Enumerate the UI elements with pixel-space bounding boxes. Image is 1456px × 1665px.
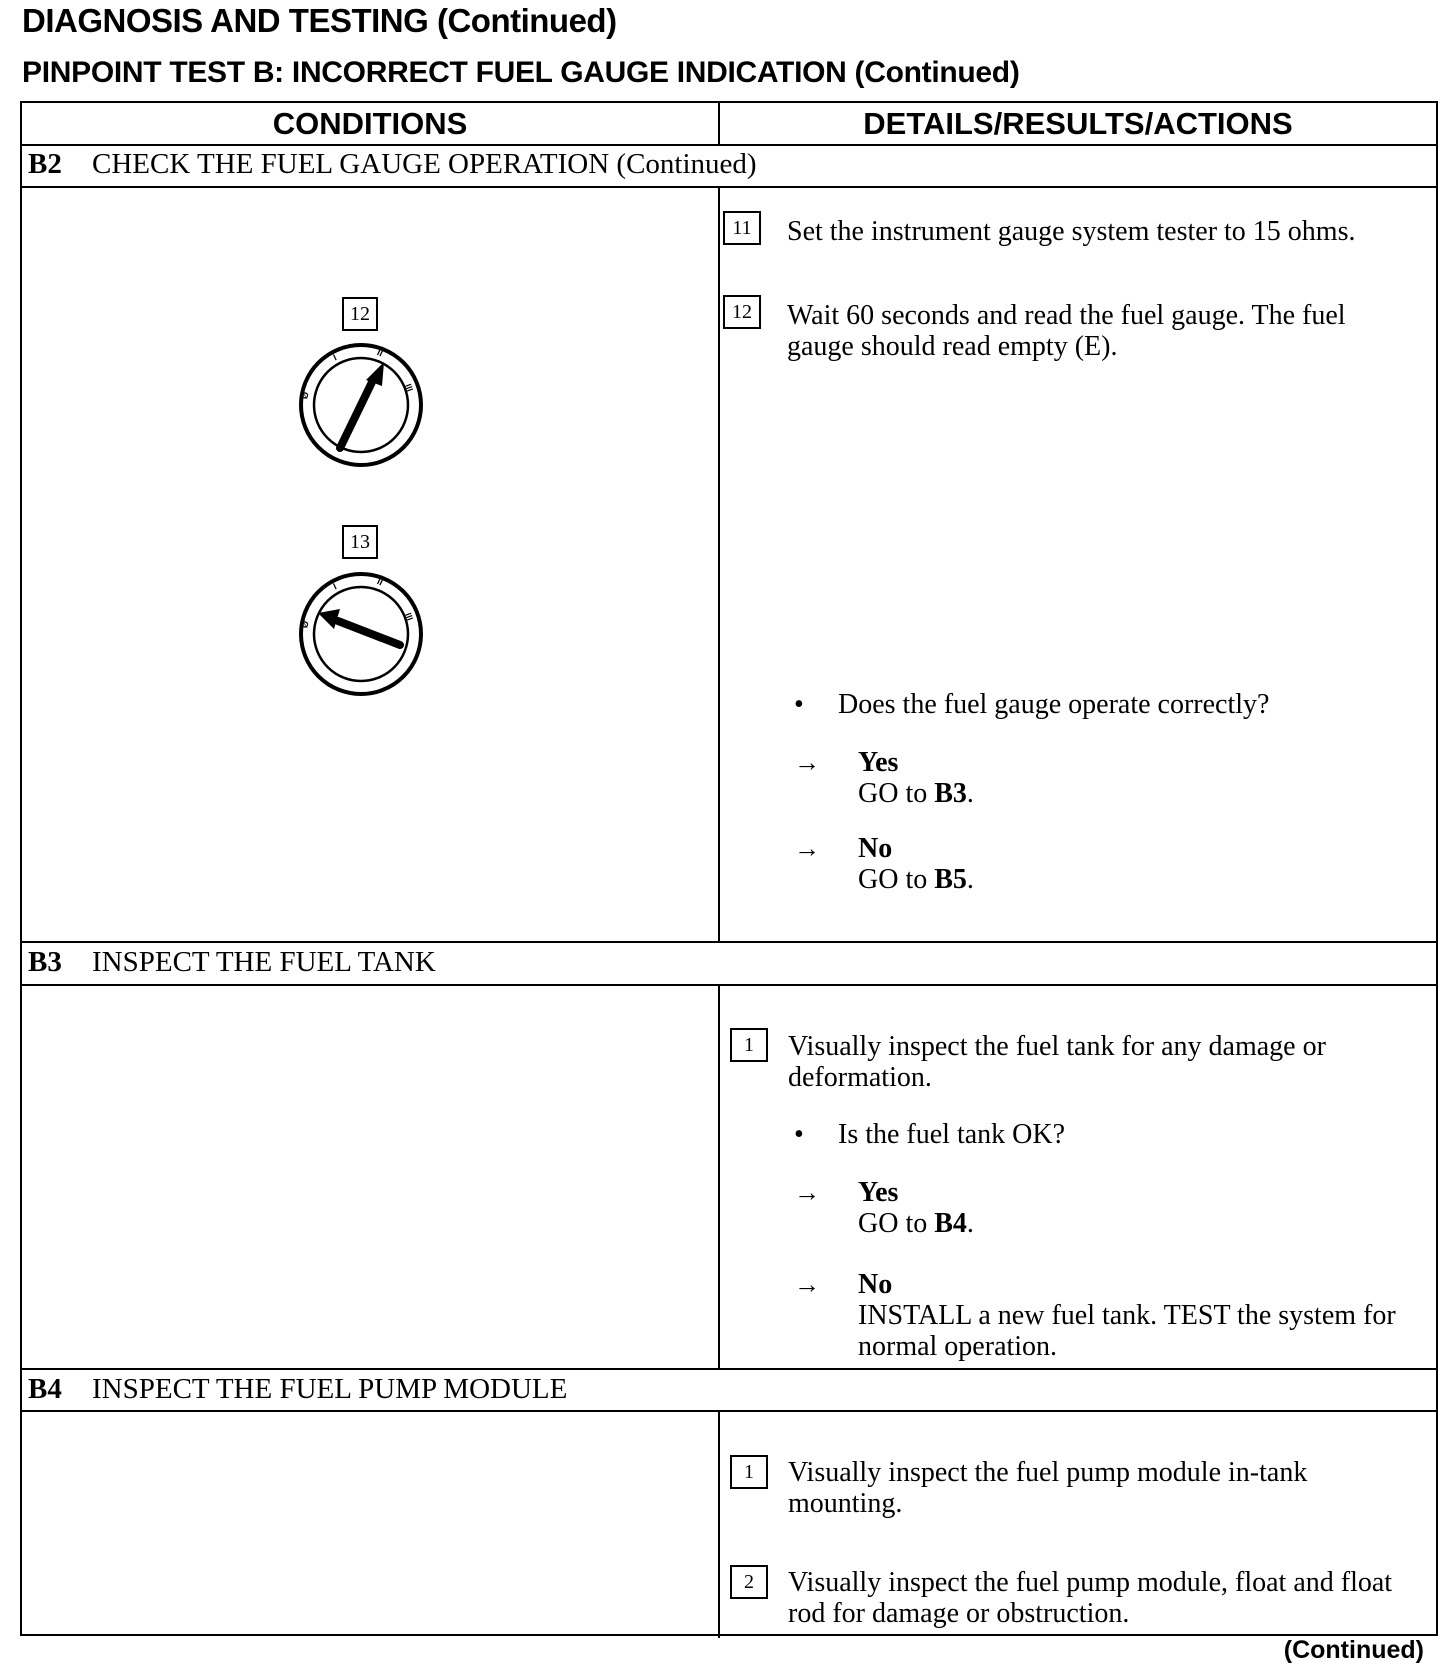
page-title: DIAGNOSIS AND TESTING (Continued) xyxy=(22,2,617,39)
outcome-yes xyxy=(858,747,1418,809)
step-text: Visually inspect the fuel pump module in-tank mounting. xyxy=(788,1457,1308,1519)
outcome-no xyxy=(858,1269,1418,1362)
step-number-box: 1 xyxy=(730,1455,768,1489)
column-divider xyxy=(718,984,720,1370)
svg-text:III: III xyxy=(403,611,416,622)
column-header-details: DETAILS/RESULTS/ACTIONS xyxy=(863,106,1293,141)
column-divider xyxy=(718,1410,720,1638)
arrow-right-icon: → xyxy=(794,1178,820,1207)
section-title: INSPECT THE FUEL TANK xyxy=(92,946,436,978)
pinpoint-test-table xyxy=(20,101,1438,1636)
section-title: CHECK THE FUEL GAUGE OPERATION (Continued) xyxy=(92,148,757,180)
step-number-box: 12 xyxy=(723,295,761,329)
outcome-action-suffix: . xyxy=(966,1208,974,1239)
svg-text:Ø: Ø xyxy=(299,619,311,630)
section-header-b4 xyxy=(28,1373,567,1406)
outcome-yes xyxy=(858,1177,1418,1239)
arrow-right-icon: → xyxy=(794,834,820,863)
column-divider xyxy=(718,186,720,943)
svg-text:II: II xyxy=(375,576,385,588)
svg-text:I: I xyxy=(331,352,339,363)
outcome-action: INSTALL a new fuel tank. TEST the system for normal operation. xyxy=(858,1300,1396,1362)
outcome-no xyxy=(858,833,1418,895)
svg-text:I: I xyxy=(331,581,339,592)
outcome-label: Yes xyxy=(858,1177,899,1208)
section-header-b3 xyxy=(28,946,436,979)
table-rule xyxy=(22,1368,1436,1370)
step-text: Visually inspect the fuel tank for any damage or deformation. xyxy=(788,1031,1326,1093)
section-header-b2 xyxy=(28,148,757,181)
outcome-action-ref: B4 xyxy=(934,1208,967,1239)
figure-label-13: 13 xyxy=(342,525,378,559)
outcome-label: Yes xyxy=(858,747,899,778)
step-text: Set the instrument gauge system tester to 15 ohms. xyxy=(787,216,1356,247)
arrow-right-icon: → xyxy=(794,1270,820,1299)
table-rule xyxy=(22,1410,1436,1412)
step-number-box: 1 xyxy=(730,1028,768,1062)
section-id: B3 xyxy=(28,946,62,978)
outcome-action-prefix: GO to xyxy=(858,1208,935,1239)
step-number-box: 2 xyxy=(730,1565,768,1599)
section-title: INSPECT THE FUEL PUMP MODULE xyxy=(92,1373,568,1405)
table-rule xyxy=(22,941,1436,943)
column-divider xyxy=(718,103,720,146)
table-rule xyxy=(22,186,1436,188)
question-text: Does the fuel gauge operate correctly? xyxy=(838,689,1270,720)
svg-text:II: II xyxy=(375,347,385,359)
outcome-action-suffix: . xyxy=(966,778,974,809)
gauge-needle-empty-icon xyxy=(296,569,426,699)
bullet-icon: • xyxy=(794,1119,804,1150)
step-text: Visually inspect the fuel pump module, float and float rod for damage or obstruction. xyxy=(788,1567,1393,1629)
outcome-action-suffix: . xyxy=(966,864,974,895)
column-header-conditions: CONDITIONS xyxy=(272,106,468,141)
outcome-action-ref: B5 xyxy=(934,864,967,895)
svg-text:Ø: Ø xyxy=(299,390,311,401)
step-text: Wait 60 seconds and read the fuel gauge. The fuel gauge should read empty (E). xyxy=(787,300,1346,362)
pinpoint-test-title: PINPOINT TEST B: INCORRECT FUEL GAUGE INDICATION (Continued) xyxy=(22,56,1020,89)
outcome-label: No xyxy=(858,1269,893,1300)
table-rule xyxy=(22,144,1436,146)
svg-text:III: III xyxy=(403,382,416,393)
gauge-needle-high-icon xyxy=(296,340,426,470)
outcome-action-ref: B3 xyxy=(934,778,967,809)
section-id: B4 xyxy=(28,1373,62,1405)
section-id: B2 xyxy=(28,148,62,180)
question-text: Is the fuel tank OK? xyxy=(838,1119,1066,1150)
bullet-icon: • xyxy=(794,689,804,720)
table-rule xyxy=(22,984,1436,986)
arrow-right-icon: → xyxy=(794,748,820,777)
outcome-action-prefix: GO to xyxy=(858,864,935,895)
outcome-action-prefix: GO to xyxy=(858,778,935,809)
outcome-label: No xyxy=(858,833,893,864)
step-number-box: 11 xyxy=(723,211,761,245)
continued-footer: (Continued) xyxy=(1283,1636,1424,1664)
figure-label-12: 12 xyxy=(342,297,378,331)
